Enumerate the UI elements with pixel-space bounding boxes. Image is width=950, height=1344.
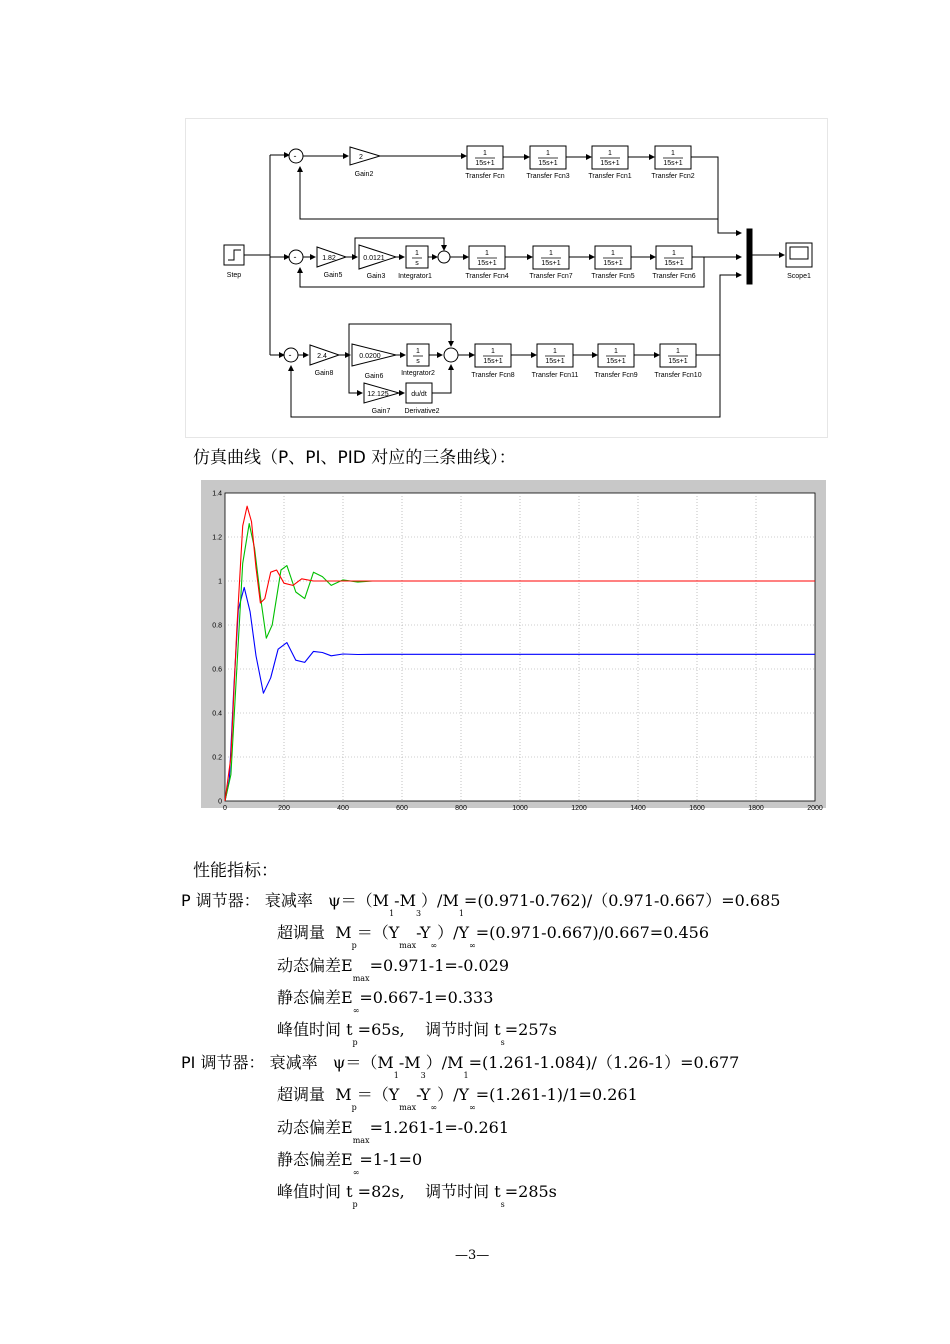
pi-line-5 — [277, 1179, 557, 1209]
formula-part: ψ＝（M — [332, 1053, 394, 1072]
gain6-label: Gain6 — [364, 373, 384, 380]
subscript: 3 — [415, 909, 422, 918]
formula-part: =(0.971-0.667)/0.667=0.456 — [475, 923, 710, 942]
tf-label: Transfer Fcn1 — [588, 173, 632, 180]
tf-num: 1 — [614, 348, 618, 355]
subscript: 1 — [389, 909, 395, 918]
tf-den: 15s+1 — [668, 358, 688, 365]
integrator-den: s — [415, 260, 419, 267]
tf-den: 15s+1 — [475, 160, 495, 167]
tf-num: 1 — [549, 250, 553, 257]
sum-pid — [444, 348, 458, 362]
label: 静态偏差 — [277, 1150, 342, 1169]
x-tick-label: 1800 — [748, 805, 764, 812]
subscript: s — [500, 1038, 505, 1047]
integrator-num: 1 — [416, 348, 420, 355]
formula-part: ＝（Y — [356, 1085, 400, 1104]
subscript: 1 — [458, 909, 464, 918]
simulink-block-diagram — [185, 118, 828, 438]
tf-den: 15s+1 — [538, 160, 558, 167]
pi-line-3 — [277, 1115, 509, 1145]
formula-part: t — [494, 1020, 501, 1039]
formula-part: =82s, — [357, 1182, 405, 1201]
tf-label: Transfer Fcn8 — [471, 372, 515, 379]
gain3-value: 0.0121 — [363, 255, 385, 262]
tf-num: 1 — [671, 150, 675, 157]
subscript: p — [352, 1038, 358, 1047]
label: 静态偏差 — [277, 988, 342, 1007]
sum-pi — [438, 251, 450, 263]
tf-num: 1 — [672, 250, 676, 257]
subscript: p — [351, 941, 357, 950]
formula-part: =65s, — [357, 1020, 405, 1039]
gain2-label: Gain2 — [354, 171, 374, 178]
y-tick-label: 0.6 — [212, 666, 222, 674]
label: 峰值时间 — [277, 1020, 342, 1039]
derivative-text: du/dt — [411, 391, 427, 398]
formula-part: t — [346, 1182, 353, 1201]
gain2-value: 2 — [359, 154, 363, 161]
gain7-value: 12.125 — [367, 391, 389, 398]
formula-part: =0.971-1=-0.029 — [369, 956, 509, 975]
formula-part: =(1.261-1.084)/（1.26-1）=0.677 — [468, 1053, 740, 1072]
gain7-label: Gain7 — [371, 408, 391, 415]
tf-label: Transfer Fcn — [465, 173, 505, 180]
tf-label: Transfer Fcn5 — [591, 273, 635, 280]
subscript: 1 — [393, 1071, 399, 1080]
mux-block — [747, 229, 752, 284]
formula-part: E — [341, 1150, 353, 1169]
gain5-value: 1.82 — [322, 255, 336, 262]
formula-part: E — [341, 988, 353, 1007]
tf-den: 15s+1 — [545, 358, 565, 365]
sum-sign: - — [288, 350, 292, 360]
pi-heading: PI 调节器： — [181, 1053, 265, 1072]
integrator-num: 1 — [415, 250, 419, 257]
pi-line-4 — [277, 1147, 422, 1177]
integrator2-label: Integrator2 — [401, 370, 435, 377]
label: 超调量 — [277, 1085, 326, 1104]
formula-part: ）/M — [425, 1053, 464, 1072]
formula-part: ψ＝（M — [328, 891, 390, 910]
tf-num: 1 — [485, 250, 489, 257]
subscript: max — [399, 941, 417, 950]
tf-label: Transfer Fcn7 — [529, 273, 573, 280]
tf-num: 1 — [483, 150, 487, 157]
formula-part: =1.261-1=-0.261 — [369, 1118, 509, 1137]
label: 调节时间 — [425, 1182, 490, 1201]
page-number: —3— — [455, 1248, 490, 1263]
label: 动态偏差 — [277, 956, 342, 975]
subscript: p — [351, 1103, 357, 1112]
x-tick-label: 800 — [455, 805, 467, 812]
p-line-3 — [277, 953, 509, 983]
subscript: 3 — [420, 1071, 426, 1080]
tf-label: Transfer Fcn3 — [526, 173, 570, 180]
pi-line-1 — [181, 1050, 739, 1080]
x-tick-label: 1000 — [512, 805, 528, 812]
subscript: ∞ — [352, 1168, 360, 1177]
gain8-label: Gain8 — [314, 370, 334, 377]
y-tick-label: 0.4 — [212, 710, 222, 718]
formula-part: E — [341, 956, 353, 975]
x-tick-label: 600 — [396, 805, 408, 812]
formula-part: =0.667-1=0.333 — [359, 988, 494, 1007]
tf-label: Transfer Fcn10 — [654, 372, 702, 379]
subscript: p — [352, 1200, 358, 1209]
p-heading: P 调节器： — [181, 891, 260, 910]
formula-part: ＝（Y — [356, 923, 400, 942]
y-tick-label: 0.2 — [212, 754, 222, 762]
sum-sign: - — [293, 151, 297, 161]
x-tick-label: 200 — [278, 805, 290, 812]
tf-label: Transfer Fcn6 — [652, 273, 696, 280]
formula-part: =(1.261-1)/1=0.261 — [475, 1085, 638, 1104]
p-line-5 — [277, 1017, 557, 1047]
formula-part: t — [494, 1182, 501, 1201]
y-tick-label: 1 — [218, 578, 222, 586]
gain2-block — [350, 147, 380, 165]
tf-den: 15s+1 — [664, 260, 684, 267]
sum-sign: - — [293, 252, 297, 262]
tf-den: 15s+1 — [663, 160, 683, 167]
x-tick-label: 400 — [337, 805, 349, 812]
formula-part: -M — [394, 891, 416, 910]
tf-num: 1 — [608, 150, 612, 157]
integrator-den: s — [416, 358, 420, 365]
tf-label: Transfer Fcn9 — [594, 372, 638, 379]
formula-part: t — [346, 1020, 353, 1039]
gain6-value: 0.0200 — [359, 353, 381, 360]
tf-den: 15s+1 — [606, 358, 626, 365]
y-tick-label: 0.8 — [212, 622, 222, 630]
formula-part: -M — [398, 1053, 421, 1072]
x-tick-label: 1200 — [571, 805, 587, 812]
subscript: 1 — [463, 1071, 469, 1080]
tf-num: 1 — [491, 348, 495, 355]
tf-num: 1 — [611, 250, 615, 257]
formula-part: M — [335, 923, 352, 942]
tf-den: 15s+1 — [483, 358, 503, 365]
tf-num: 1 — [546, 150, 550, 157]
gain3-label: Gain3 — [366, 273, 386, 280]
tf-num: 1 — [553, 348, 557, 355]
tf-den: 15s+1 — [600, 160, 620, 167]
label: 衰减率 — [264, 891, 313, 910]
step-label: Step — [226, 272, 242, 279]
tf-label: Transfer Fcn2 — [651, 173, 695, 180]
subscript: max — [352, 974, 370, 983]
label: 衰减率 — [269, 1053, 318, 1072]
formula-part: =(0.971-0.762)/（0.971-0.667）=0.685 — [463, 891, 781, 910]
p-line-4 — [277, 985, 493, 1015]
tf-label: Transfer Fcn4 — [465, 273, 509, 280]
tf-label: Transfer Fcn11 — [531, 372, 579, 379]
subscript: ∞ — [469, 941, 476, 950]
formula-part: -Y — [416, 1085, 431, 1104]
x-tick-label: 1400 — [630, 805, 646, 812]
gain8-value: 2.4 — [317, 353, 327, 360]
tf-den: 15s+1 — [541, 260, 561, 267]
label: 动态偏差 — [277, 1118, 342, 1137]
simulation-chart — [201, 480, 826, 812]
block-diagram-svg — [186, 119, 827, 437]
label: 超调量 — [277, 923, 326, 942]
figure-caption: 仿真曲线（P、PI、PID 对应的三条曲线）： — [193, 448, 516, 468]
formula-part: ）/M — [421, 891, 459, 910]
p-line-1 — [181, 888, 780, 918]
subscript: ∞ — [430, 1103, 438, 1112]
integrator1-label: Integrator1 — [398, 273, 432, 280]
label: 调节时间 — [425, 1020, 490, 1039]
x-tick-label: 2000 — [807, 805, 823, 812]
formula-part: -Y — [416, 923, 431, 942]
y-tick-label: 0 — [218, 798, 222, 806]
label: 峰值时间 — [277, 1182, 342, 1201]
subscript: ∞ — [352, 1006, 360, 1015]
subscript: ∞ — [430, 941, 438, 950]
formula-part: E — [341, 1118, 353, 1137]
chart-svg — [201, 480, 826, 812]
formula-part: =1-1=0 — [359, 1150, 423, 1169]
tf-den: 15s+1 — [603, 260, 623, 267]
subscript: max — [352, 1136, 370, 1145]
y-tick-label: 1.2 — [212, 534, 222, 542]
derivative2-label: Derivative2 — [404, 408, 440, 415]
x-tick-label: 0 — [223, 805, 227, 812]
formula-part: =257s — [504, 1020, 557, 1039]
subscript: s — [500, 1200, 505, 1209]
formula-part: M — [335, 1085, 352, 1104]
formula-part: ）/Y — [437, 923, 470, 942]
x-tick-label: 1600 — [689, 805, 705, 812]
scope-label: Scope1 — [787, 273, 811, 280]
tf-num: 1 — [676, 348, 680, 355]
formula-part: =285s — [504, 1182, 557, 1201]
pi-line-2 — [277, 1082, 638, 1112]
perf-title: 性能指标： — [193, 861, 278, 881]
p-line-2 — [277, 920, 709, 950]
formula-part: ）/Y — [437, 1085, 470, 1104]
subscript: max — [399, 1103, 417, 1112]
y-tick-label: 1.4 — [212, 490, 222, 498]
subscript: ∞ — [469, 1103, 476, 1112]
tf-den: 15s+1 — [477, 260, 497, 267]
gain5-label: Gain5 — [323, 272, 343, 279]
